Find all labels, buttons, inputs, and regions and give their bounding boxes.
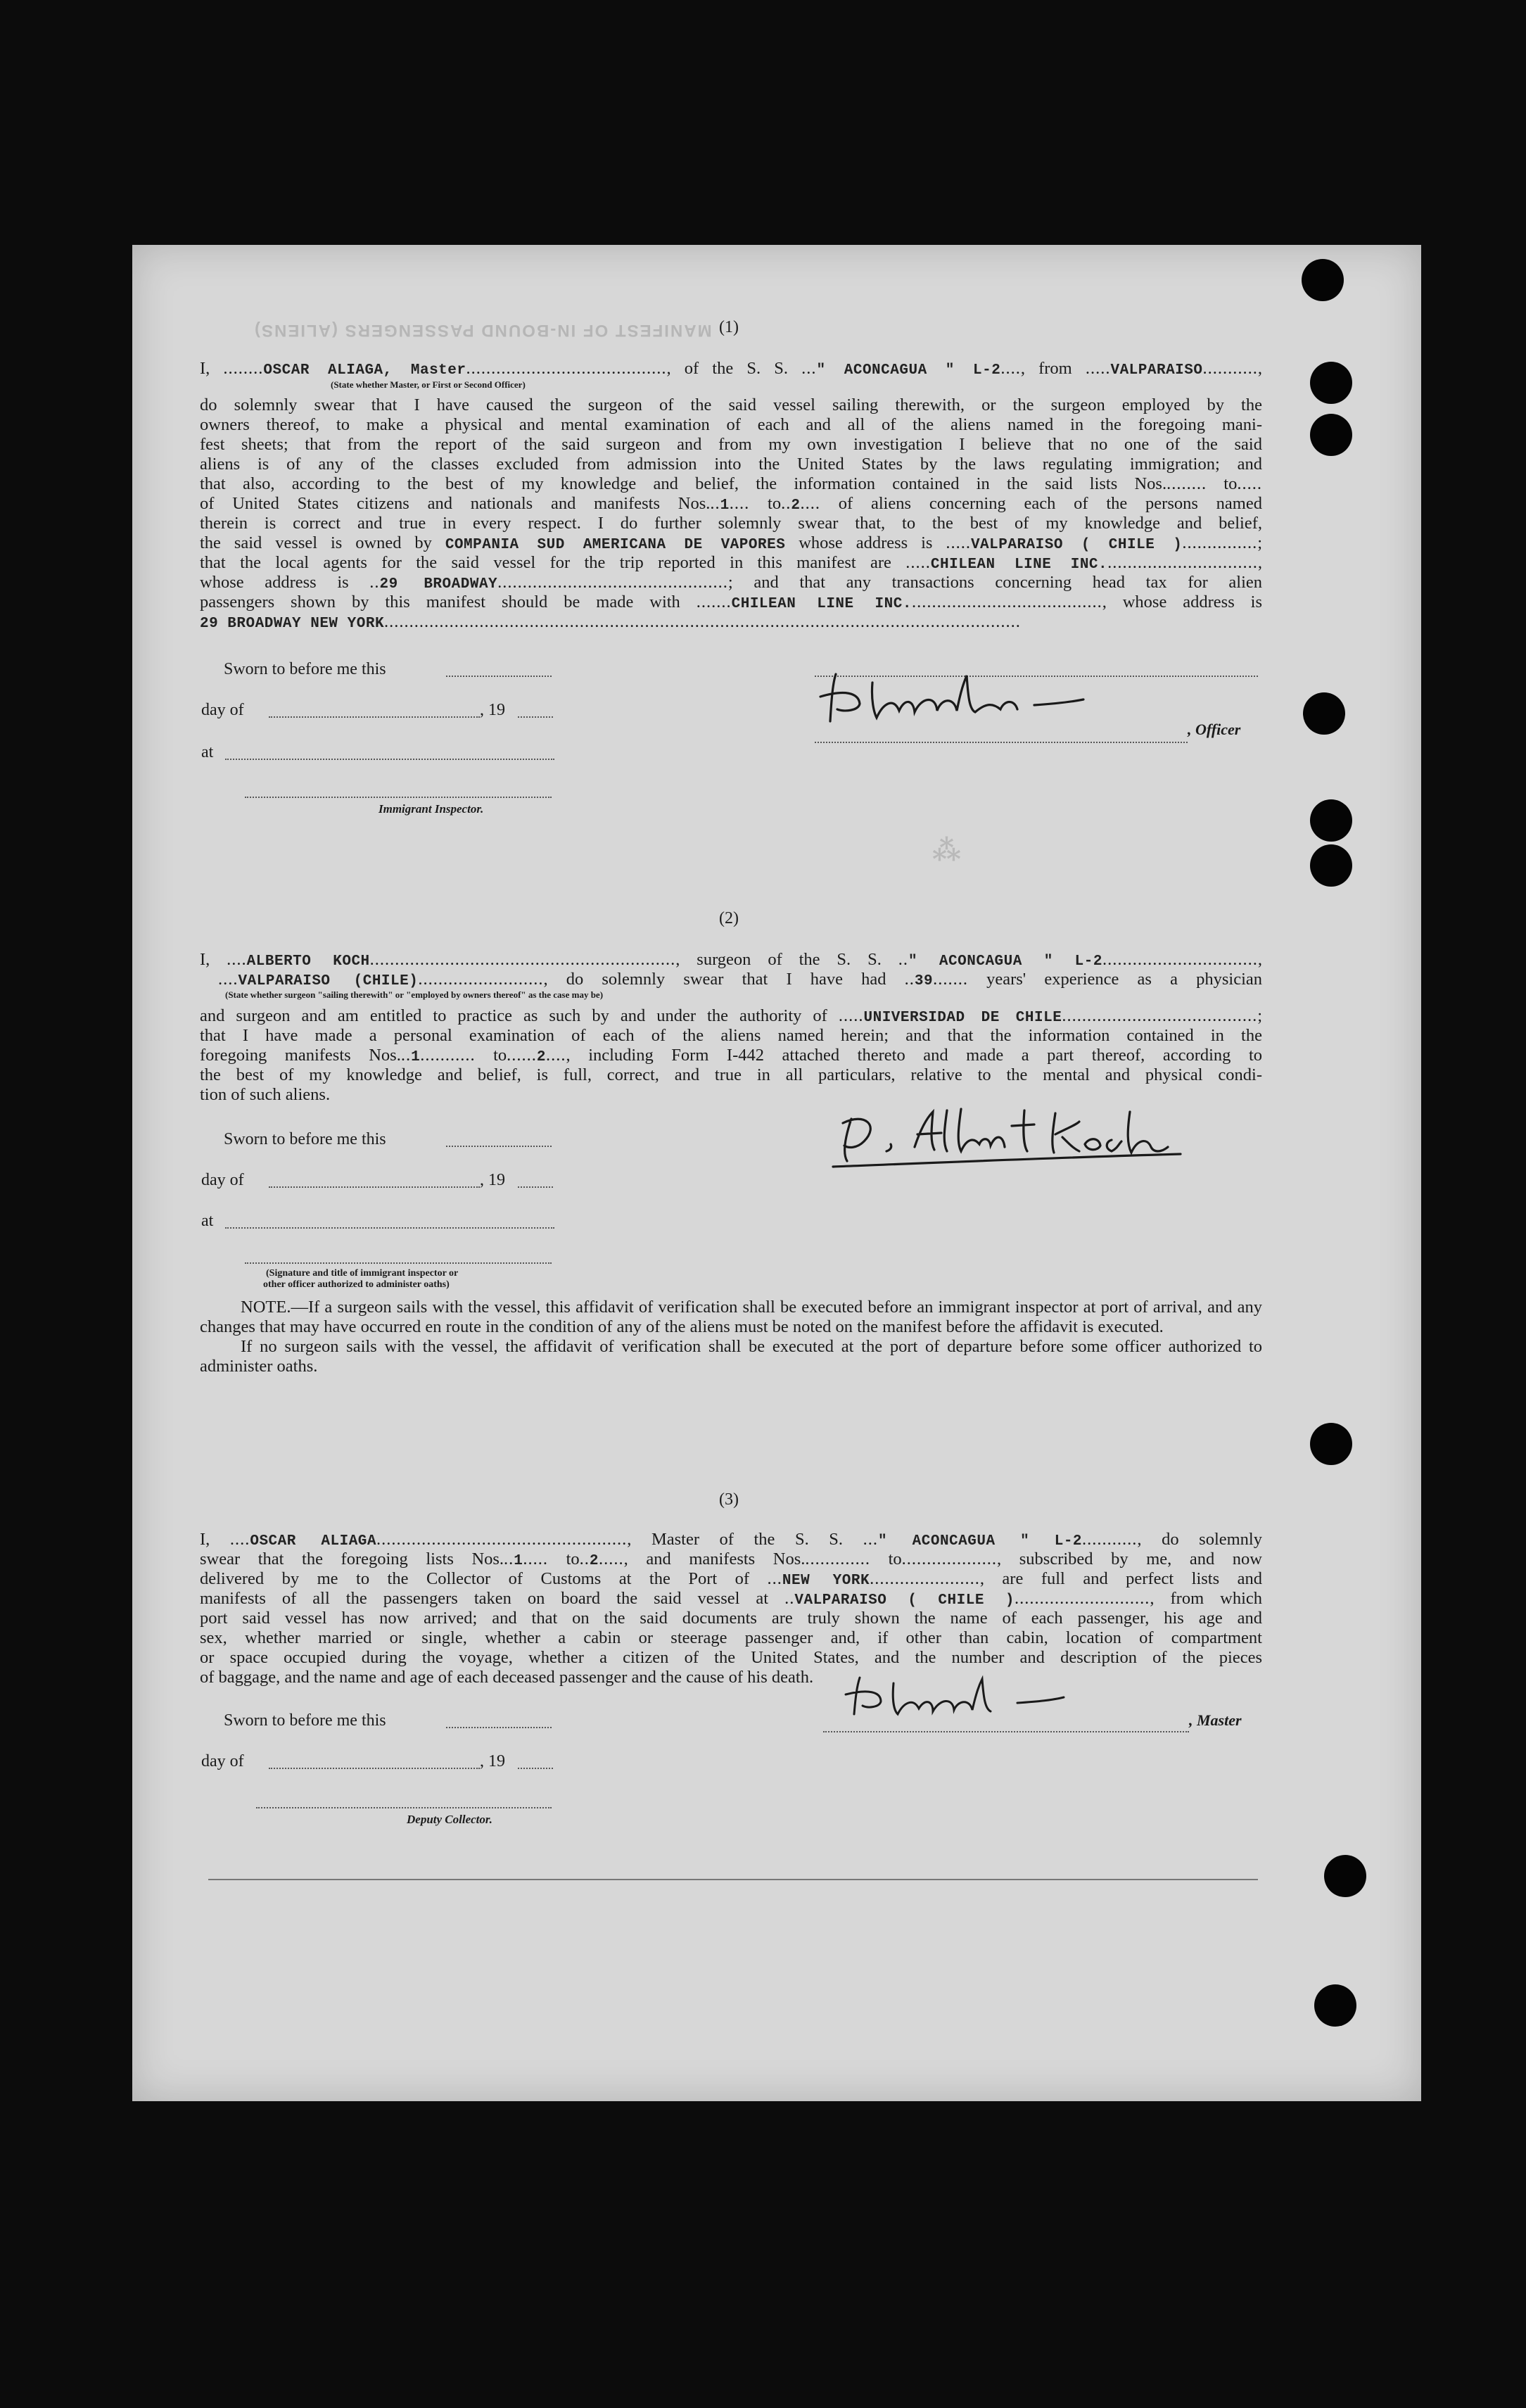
s1-sworn-line <box>446 676 552 677</box>
s1-inspector-caption: Immigrant Inspector. <box>379 802 484 816</box>
s3-port-arrival: NEW YORK <box>782 1573 870 1589</box>
s2-inspector-caption-1: (Signature and title of immigrant inspector or <box>266 1268 459 1279</box>
s3-day-label: day of <box>201 1752 244 1770</box>
s2-status-note: (State whether surgeon "sailing therewith" or "employed by owners thereof" as the case may be) <box>225 989 604 1000</box>
s2-year-line <box>518 1186 553 1188</box>
s3-day-line <box>269 1768 480 1769</box>
s1-owner: COMPANIA SUD AMERICANA DE VAPORES <box>445 537 786 553</box>
s1-line-9: the said vessel is owned by COMPANIA SUD AMERICANA DE VAPORES whose address is .....VALPARAISO ( CHILE )...............; <box>200 533 1262 553</box>
bleed-through-mark: ⁂ <box>932 835 961 866</box>
s1-sworn-label: Sworn to before me this <box>224 660 386 678</box>
s1-head-tax-agent: CHILEAN LINE INC. <box>731 596 912 612</box>
s3-vessel: " ACONCAGUA " L-2 <box>878 1533 1083 1550</box>
s1-lists-from: 1 <box>720 498 730 514</box>
s1-line-13: 29 BROADWAY NEW YORK............................................................................................................................... <box>200 612 1020 632</box>
s3-line-6: sex, whether married or single, whether a cabin or steerage passenger and, if other than cabin, location of compartment <box>200 1628 1262 1647</box>
s1-line-4: fest sheets; that from the report of the said surgeon and from my own investigation I believe that no one of the said <box>200 435 1262 454</box>
s3-line-7: or space occupied during the voyage, whether a citizen of the United States, and the number and description of the pieces <box>200 1648 1262 1667</box>
punch-hole <box>1310 1423 1352 1465</box>
s1-officer-note: (State whether Master, or First or Second Officer) <box>331 379 526 390</box>
s1-line-11: whose address is ..29 BROADWAY..............................................; and that any transactions concerning head tax for alien <box>200 573 1263 593</box>
s2-surgeon-signature <box>823 1098 1189 1175</box>
punch-hole <box>1310 799 1352 842</box>
s1-line-3: owners thereof, to make a physical and mental examination of each and all of the aliens named in the foregoing mani- <box>200 415 1262 434</box>
s2-line-1: I, ....ALBERTO KOCH............................................................., surgeon of the S. S. .." ACONCAGUA " L-2..............................., <box>200 950 1262 970</box>
s1-agents-address: 29 BROADWAY <box>379 576 498 593</box>
s2-manifests-to: 2 <box>536 1049 547 1065</box>
s3-master-caption: , Master <box>1189 1711 1242 1729</box>
s2-years: 39 <box>914 973 934 989</box>
s1-year-line <box>518 716 553 718</box>
s1-master-name: OSCAR ALIAGA, Master <box>263 362 466 379</box>
punch-hole <box>1314 1984 1356 2027</box>
s1-at-label: at <box>201 743 214 761</box>
s1-line-8: therein is correct and true in every respect. I do further solemnly swear that, to the best of my knowledge and belief, <box>200 514 1262 533</box>
s3-line-4: manifests of all the passengers taken on board the said vessel at ..VALPARAISO ( CHILE )..........................., from which <box>200 1589 1263 1609</box>
s1-lists-to: 2 <box>791 498 801 514</box>
s2-line-4: that I have made a personal examination of each of the aliens named herein; and that the information contained in the <box>200 1026 1262 1045</box>
s1-line-10: that the local agents for the said vessel for the trip reported in this manifest are .....CHILEAN LINE INC..............................., <box>200 553 1262 573</box>
punch-hole <box>1324 1855 1366 1897</box>
s2-note-paragraph-1: NOTE.—If a surgeon sails with the vessel, this affidavit of verification shall be executed before an immigrant inspector at port of arrival, and any changes that may have occurred en route in the condition of any of the aliens must be noted on the manifest before the affidavit is executed. <box>200 1298 1262 1336</box>
s1-vessel: " ACONCAGUA " L-2 <box>816 362 1001 379</box>
s1-from-port: VALPARAISO <box>1110 362 1203 379</box>
s3-port-boarding: VALPARAISO ( CHILE ) <box>794 1592 1015 1609</box>
s1-line-1: I, ........OSCAR ALIAGA, Master........................................, of the S. S. ..." ACONCAGUA " L-2...., from .....VALPARAISO..........., <box>200 359 1262 379</box>
s2-inspector-caption-2: other officer authorized to administer oaths) <box>263 1279 450 1290</box>
s2-sworn-label: Sworn to before me this <box>224 1130 386 1148</box>
s2-inspector-line <box>245 1262 552 1264</box>
s2-authority: UNIVERSIDAD DE CHILE <box>863 1010 1062 1026</box>
s2-note <box>200 1298 1262 1376</box>
s1-officer-signature <box>816 668 1140 732</box>
s2-line-5: foregoing manifests Nos...1........... to......2...., including Form I-442 attached thereto and made a part thereof, according to <box>200 1046 1263 1065</box>
s3-year-line <box>518 1768 553 1769</box>
bleed-through-header: MANIFEST OF IN-BOUND PASSENGERS (ALIENS) <box>253 321 712 340</box>
s3-collector-caption: Deputy Collector. <box>407 1813 492 1826</box>
punch-hole <box>1310 362 1352 404</box>
s2-at-line <box>225 1227 554 1229</box>
s2-at-label: at <box>201 1212 214 1230</box>
s2-line-3: and surgeon and am entitled to practice as such by and under the authority of .....UNIVERSIDAD DE CHILE.......................................; <box>200 1006 1262 1026</box>
s3-lists-to: 2 <box>589 1553 599 1569</box>
s3-sworn-line <box>446 1727 552 1728</box>
punch-hole <box>1303 692 1345 735</box>
s1-line-2: do solemnly swear that I have caused the surgeon of the said vessel sailing therewith, or the surgeon employed by the <box>200 395 1262 414</box>
s2-manifests-from: 1 <box>411 1049 421 1065</box>
s1-head-tax-address: 29 BROADWAY NEW YORK <box>200 616 385 632</box>
s2-line-2: ....VALPARAISO (CHILE)........................., do solemnly swear that I have had ..39....... years' experience as a physician <box>218 970 1262 989</box>
s2-day-label: day of <box>201 1171 244 1189</box>
s3-master-signature <box>841 1673 1137 1723</box>
s1-agents: CHILEAN LINE INC. <box>930 557 1108 573</box>
s1-day-label: day of <box>201 701 244 719</box>
s3-master-name: OSCAR ALIAGA <box>250 1533 377 1550</box>
s1-line-6: that also, according to the best of my knowledge and belief, the information contained in the said lists Nos......... to..... <box>200 474 1262 493</box>
section-3-number: (3) <box>719 1490 739 1509</box>
s2-year-label: , 19 <box>480 1171 505 1189</box>
punch-hole <box>1310 844 1352 887</box>
bottom-rule <box>208 1879 1258 1880</box>
section-1-number: (1) <box>719 318 739 336</box>
s3-line-1: I, ....OSCAR ALIAGA.................................................., Master of the S. S. ..." ACONCAGUA " L-2..........., do solemnly <box>200 1530 1262 1550</box>
s2-sworn-line <box>446 1146 552 1147</box>
s2-line-6: the best of my knowledge and belief, is full, correct, and true in all particulars, relative to the mental and physical condi- <box>200 1065 1262 1084</box>
s2-surgeon-name: ALBERTO KOCH <box>246 953 370 970</box>
s3-sworn-label: Sworn to before me this <box>224 1711 386 1730</box>
s1-inspector-line <box>245 797 552 798</box>
s3-lists-from: 1 <box>514 1553 523 1569</box>
s2-day-line <box>269 1186 480 1188</box>
s1-day-line <box>269 716 480 718</box>
s2-vessel: " ACONCAGUA " L-2 <box>908 953 1102 970</box>
s3-line-2: swear that the foregoing lists Nos...1..... to..2....., and manifests Nos.............. to..................., subscribed by me, and now <box>200 1550 1262 1569</box>
s1-line-7: of United States citizens and nationals and manifests Nos...1.... to..2.... of aliens concerning each of the persons named <box>200 494 1262 514</box>
s3-line-5: port said vessel has now arrived; and that on the said documents are truly shown the name of each passenger, his age and <box>200 1609 1262 1628</box>
s3-master-line <box>823 1731 1189 1732</box>
s1-at-line <box>225 759 554 760</box>
s2-surgeon-status: VALPARAISO (CHILE) <box>238 973 419 989</box>
s2-note-paragraph-2: If no surgeon sails with the vessel, the affidavit of verification shall be executed at the port of departure before some officer authorized to administer oaths. <box>200 1337 1262 1376</box>
s3-year-label: , 19 <box>480 1752 505 1770</box>
s3-line-8: of baggage, and the name and age of each deceased passenger and the cause of his death. <box>200 1668 814 1687</box>
s3-collector-line <box>256 1807 552 1808</box>
section-2-number: (2) <box>719 909 739 927</box>
punch-hole <box>1302 259 1344 301</box>
s1-officer-line <box>815 742 1188 743</box>
s3-line-3: delivered by me to the Collector of Customs at the Port of ...NEW YORK......................, are full and perfect lists and <box>200 1569 1262 1589</box>
s1-line-5: aliens is of any of the classes excluded from admission into the United States by the laws regulating immigration; and <box>200 455 1262 474</box>
s1-line-12: passengers shown by this manifest should be made with .......CHILEAN LINE INC......................................., whose address is <box>200 593 1262 612</box>
s2-line-7: tion of such aliens. <box>200 1085 331 1104</box>
s1-officer-caption: , Officer <box>1188 721 1241 738</box>
s1-year-label: , 19 <box>480 701 505 719</box>
punch-hole <box>1310 414 1352 456</box>
s1-owner-address: VALPARAISO ( CHILE ) <box>970 537 1183 553</box>
